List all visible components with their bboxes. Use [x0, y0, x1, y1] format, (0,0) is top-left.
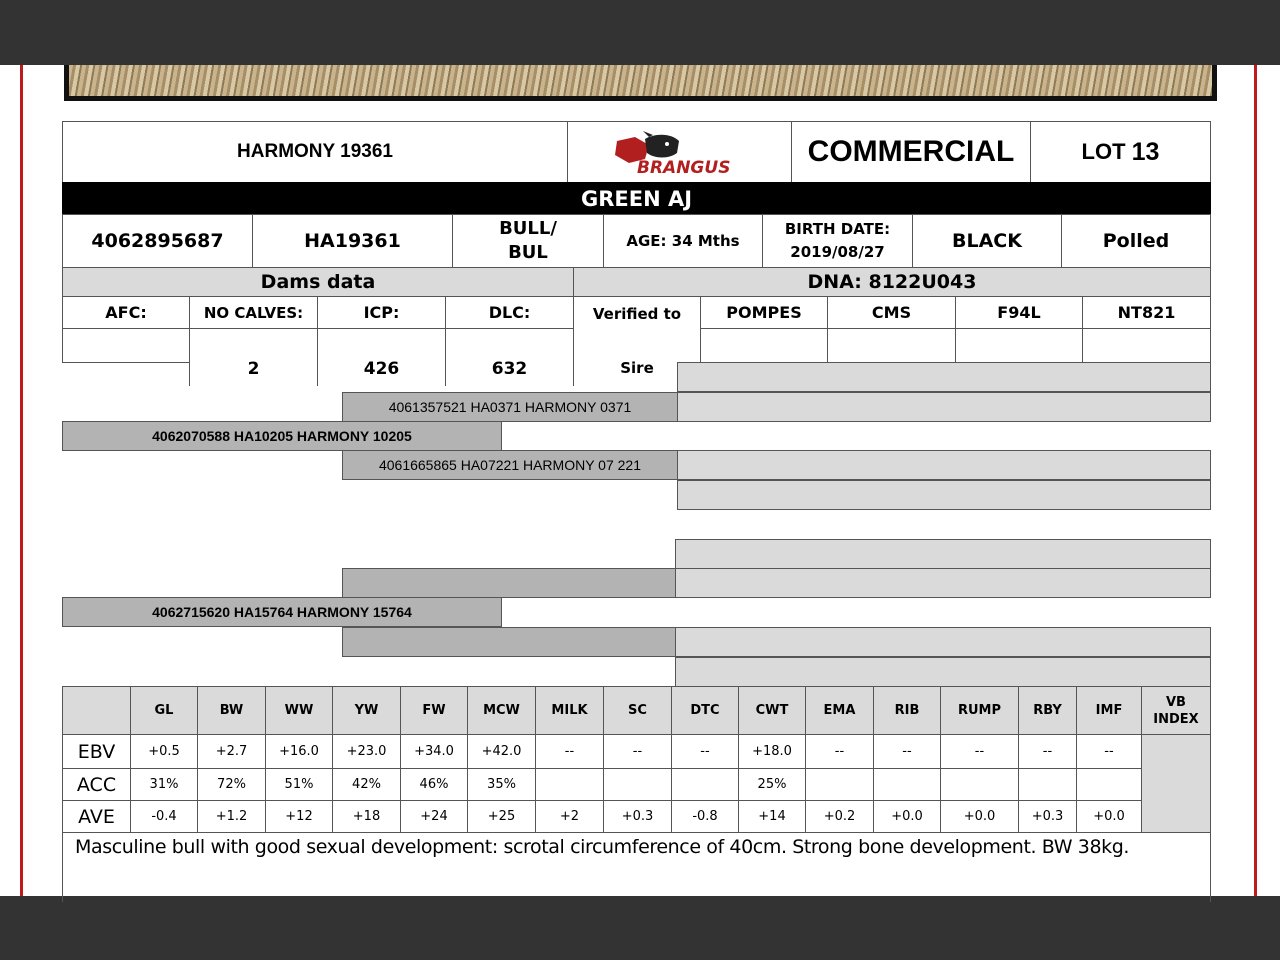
ebv-value-ave-rump: +0.0: [940, 800, 1019, 833]
ebv-header-ww: WW: [265, 686, 333, 735]
dna-test-f94l: F94L: [955, 296, 1083, 329]
dams-value-afc: [62, 328, 190, 363]
ebv-value-ave-ww: +12: [265, 800, 333, 833]
dna-result-pompes: [700, 328, 828, 363]
ebv-value-ave-mcw: +25: [467, 800, 536, 833]
dams-value-dlc: 632: [445, 328, 574, 386]
pedigree-dds-box: [675, 627, 1211, 657]
ebv-value-ave-sc: +0.3: [603, 800, 672, 833]
ebv-header-dtc: DTC: [671, 686, 739, 735]
ebv-value-ebv-ema: --: [805, 734, 874, 769]
dams-data-title: Dams data: [62, 267, 574, 297]
ebv-value-acc-yw: 42%: [332, 768, 401, 801]
ebv-value-ave-dtc: -0.8: [671, 800, 739, 833]
ebv-header-rump: RUMP: [940, 686, 1019, 735]
ebv-vb-index-value: [1141, 734, 1211, 833]
verified-value: Sire: [620, 359, 654, 377]
owner-banner: GREEN AJ: [62, 182, 1211, 215]
ebv-value-acc-milk: [535, 768, 604, 801]
ebv-value-acc-rump: [940, 768, 1019, 801]
ebv-value-ave-yw: +18: [332, 800, 401, 833]
ebv-value-ebv-imf: --: [1076, 734, 1142, 769]
pedigree-dss-box: [675, 539, 1211, 569]
pedigree-ggs-box: [677, 362, 1211, 392]
ebv-value-ave-gl: -0.4: [130, 800, 198, 833]
dna-test-pompes: POMPES: [700, 296, 828, 329]
ebv-value-ebv-ww: +16.0: [265, 734, 333, 769]
category-label: COMMERCIAL: [791, 121, 1031, 183]
ebv-header-yw: YW: [332, 686, 401, 735]
birth-date-label: BIRTH DATE:: [784, 220, 891, 238]
dams-value-calves: 2: [189, 328, 318, 386]
ebv-value-acc-sc: [603, 768, 672, 801]
id-number: 4062895687: [62, 214, 253, 268]
sire-box: 4062070588 HA10205 HARMONY 10205: [62, 421, 502, 451]
bottom-dark-bar: [0, 896, 1280, 960]
horn-status: Polled: [1061, 214, 1211, 268]
ebv-value-ave-fw: +24: [400, 800, 468, 833]
dams-value-icp: 426: [317, 328, 446, 386]
dna-result-cms: [827, 328, 956, 363]
top-dark-bar: [0, 0, 1280, 65]
dna-result-nt821: [1082, 328, 1211, 363]
dam-box: 4062715620 HA15764 HARMONY 15764: [62, 597, 502, 627]
pedigree-gdd-box: [677, 480, 1211, 510]
ebv-header-bw: BW: [197, 686, 266, 735]
ebv-value-ave-rby: +0.3: [1018, 800, 1077, 833]
ebv-value-ave-ema: +0.2: [805, 800, 874, 833]
ebv-value-acc-ww: 51%: [265, 768, 333, 801]
sire-sire-box: 4061357521 HA0371 HARMONY 0371: [342, 392, 678, 422]
ebv-row-label-ebv: EBV: [62, 734, 131, 769]
ebv-value-ave-cwt: +14: [738, 800, 806, 833]
logo-text: BRANGUS: [636, 158, 730, 177]
right-red-border: [1254, 65, 1257, 896]
sex-label: BULL/ BUL: [452, 214, 604, 268]
lot-cell: [1030, 121, 1211, 183]
ebv-value-ebv-fw: +34.0: [400, 734, 468, 769]
dam-dam-box: [342, 627, 676, 657]
brangus-logo: [567, 121, 792, 183]
lot-label: LOT: [1081, 139, 1126, 164]
dna-test-cms: CMS: [827, 296, 956, 329]
age-label: AGE: 34 Mths: [603, 214, 763, 268]
ebv-header-fw: FW: [400, 686, 468, 735]
ebv-header-rby: RBY: [1018, 686, 1077, 735]
ebv-row-label-ave: AVE: [62, 800, 131, 833]
ebv-header-cwt: CWT: [738, 686, 806, 735]
dna-result-f94l: [955, 328, 1083, 363]
ebv-value-acc-mcw: 35%: [467, 768, 536, 801]
ebv-header-rib: RIB: [873, 686, 941, 735]
ebv-header-imf: IMF: [1076, 686, 1142, 735]
dna-title: DNA: 8122U043: [573, 267, 1211, 297]
birth-date-value: 2019/08/27: [790, 243, 885, 261]
ebv-header-mcw: MCW: [467, 686, 536, 735]
dna-test-nt821: NT821: [1082, 296, 1211, 329]
ebv-value-ebv-yw: +23.0: [332, 734, 401, 769]
ebv-value-ebv-cwt: +18.0: [738, 734, 806, 769]
ebv-value-ebv-rby: --: [1018, 734, 1077, 769]
ebv-value-ebv-mcw: +42.0: [467, 734, 536, 769]
animal-name: HARMONY 19361: [62, 121, 568, 183]
comment-text: Masculine bull with good sexual development: scrotal circumference of 40cm. Strong bone development. BW 38kg.: [75, 836, 1130, 858]
dams-header-dlc: DLC:: [445, 296, 574, 329]
ebv-value-acc-cwt: 25%: [738, 768, 806, 801]
colour-label: BLACK: [912, 214, 1062, 268]
left-red-border: [20, 65, 23, 896]
animal-photo: [64, 65, 1217, 101]
ebv-header-sc: SC: [603, 686, 672, 735]
ebv-value-ebv-dtc: --: [671, 734, 739, 769]
dams-header-afc: AFC:: [62, 296, 190, 329]
ebv-value-ave-milk: +2: [535, 800, 604, 833]
animal-tag: HA19361: [252, 214, 453, 268]
lot-number: 13: [1131, 137, 1160, 166]
comment-box: [62, 832, 1211, 902]
ebv-value-acc-dtc: [671, 768, 739, 801]
ebv-value-acc-rib: [873, 768, 941, 801]
ebv-header-milk: MILK: [535, 686, 604, 735]
pedigree-dsd-box: [675, 568, 1211, 598]
ebv-header-ema: EMA: [805, 686, 874, 735]
ebv-value-acc-rby: [1018, 768, 1077, 801]
ebv-value-acc-imf: [1076, 768, 1142, 801]
ebv-value-ave-rib: +0.0: [873, 800, 941, 833]
ebv-header-vb-index: VB INDEX: [1141, 686, 1211, 735]
dam-sire-box: [342, 568, 676, 598]
ebv-value-ebv-sc: --: [603, 734, 672, 769]
ebv-header-gl: GL: [130, 686, 198, 735]
ebv-value-ebv-rump: --: [940, 734, 1019, 769]
dams-header-calves: NO CALVES:: [189, 296, 318, 329]
ebv-value-ebv-rib: --: [873, 734, 941, 769]
ebv-value-acc-fw: 46%: [400, 768, 468, 801]
ebv-value-ave-bw: +1.2: [197, 800, 266, 833]
ebv-value-ave-imf: +0.0: [1076, 800, 1142, 833]
ebv-value-acc-ema: [805, 768, 874, 801]
ebv-value-ebv-bw: +2.7: [197, 734, 266, 769]
ebv-corner-cell: [62, 686, 131, 735]
pedigree-gsd-box: [677, 450, 1211, 480]
ebv-value-acc-gl: 31%: [130, 768, 198, 801]
birth-date-cell: [762, 214, 913, 268]
ebv-row-label-acc: ACC: [62, 768, 131, 801]
verified-cell: [573, 296, 701, 377]
ebv-value-ebv-gl: +0.5: [130, 734, 198, 769]
pedigree-ggd-box: [677, 392, 1211, 422]
dams-header-icp: ICP:: [317, 296, 446, 329]
pedigree-ddd-box: [675, 657, 1211, 687]
ebv-value-ebv-milk: --: [535, 734, 604, 769]
verified-label: Verified to: [592, 305, 682, 323]
ebv-value-acc-bw: 72%: [197, 768, 266, 801]
sire-dam-box: 4061665865 HA07221 HARMONY 07 221: [342, 450, 678, 480]
